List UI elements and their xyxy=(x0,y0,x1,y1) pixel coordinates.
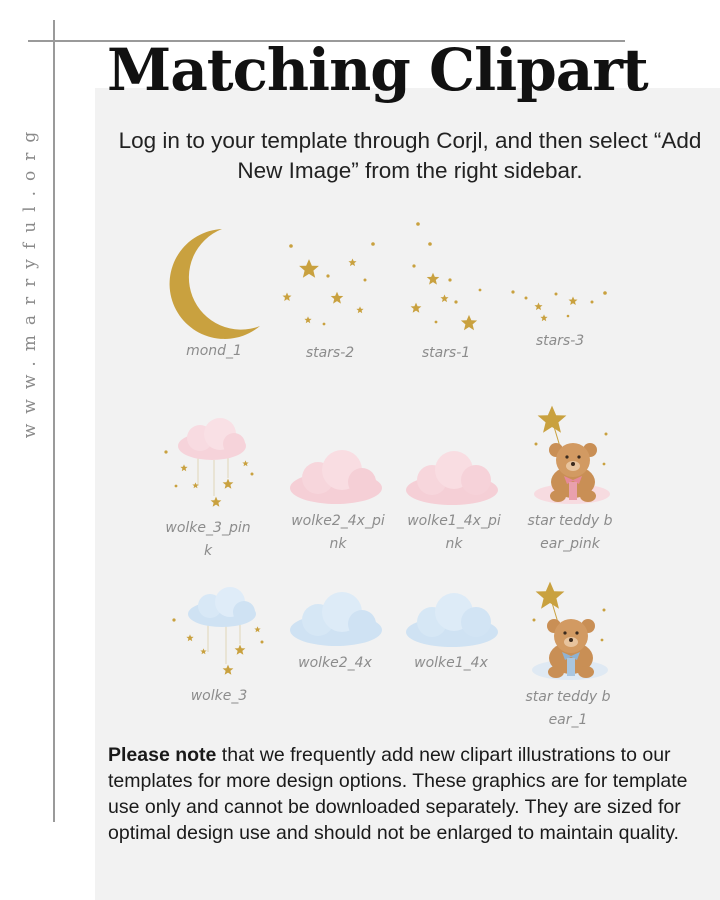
frame-line-vertical xyxy=(53,20,55,822)
caption-mond-1: mond_1 xyxy=(186,343,242,359)
pink-cloud-1-illustration xyxy=(404,448,500,508)
caption-wolke1-4x-pink: wolke1_4x_pi nk xyxy=(407,513,501,552)
stars-1-illustration xyxy=(400,220,500,338)
caption-wolke-3-pink: wolke_3_pin k xyxy=(165,520,251,559)
stars-2-illustration xyxy=(280,236,380,336)
caption-star-teddy-bear-1: star teddy b ear_1 xyxy=(525,689,611,728)
note-paragraph xyxy=(108,742,708,846)
caption-stars-2: stars-2 xyxy=(305,345,355,361)
caption-stars-1: stars-1 xyxy=(421,345,471,361)
blue-cloud-1-illustration xyxy=(404,590,500,650)
caption-wolke-3: wolke_3 xyxy=(190,688,248,704)
caption-wolke2-4x: wolke2_4x xyxy=(298,655,372,671)
moon-illustration xyxy=(160,226,265,341)
note-text: that we frequently add new clipart illustrations to our templates for more design options. These graphics are for template use only and cannot be downloaded separately. They are sized for optimal design use and should not be enlarged to maintain quality. xyxy=(108,744,688,844)
note-bold-lead: Please note xyxy=(108,744,217,766)
pink-cloud-2-illustration xyxy=(288,448,384,508)
teddy-bear-blue-illustration xyxy=(524,580,610,684)
caption-star-teddy-bear-pink: star teddy b ear_pink xyxy=(527,513,613,552)
pink-cloud-stars-illustration xyxy=(160,414,260,514)
caption-wolke1-4x: wolke1_4x xyxy=(414,655,488,671)
stars-3-illustration xyxy=(508,286,610,326)
teddy-bear-pink-illustration xyxy=(526,404,612,508)
page-title: Matching Clipart xyxy=(107,36,648,104)
blue-cloud-2-illustration xyxy=(288,590,384,650)
caption-stars-3: stars-3 xyxy=(535,333,585,349)
blue-cloud-stars-illustration xyxy=(170,586,270,682)
caption-wolke2-4x-pink: wolke2_4x_pi nk xyxy=(291,513,385,552)
intro-text: Log in to your template through Corjl, and then select “Add New Image” from the right sidebar. xyxy=(118,128,702,183)
site-url: www.marryful.org xyxy=(20,121,40,439)
